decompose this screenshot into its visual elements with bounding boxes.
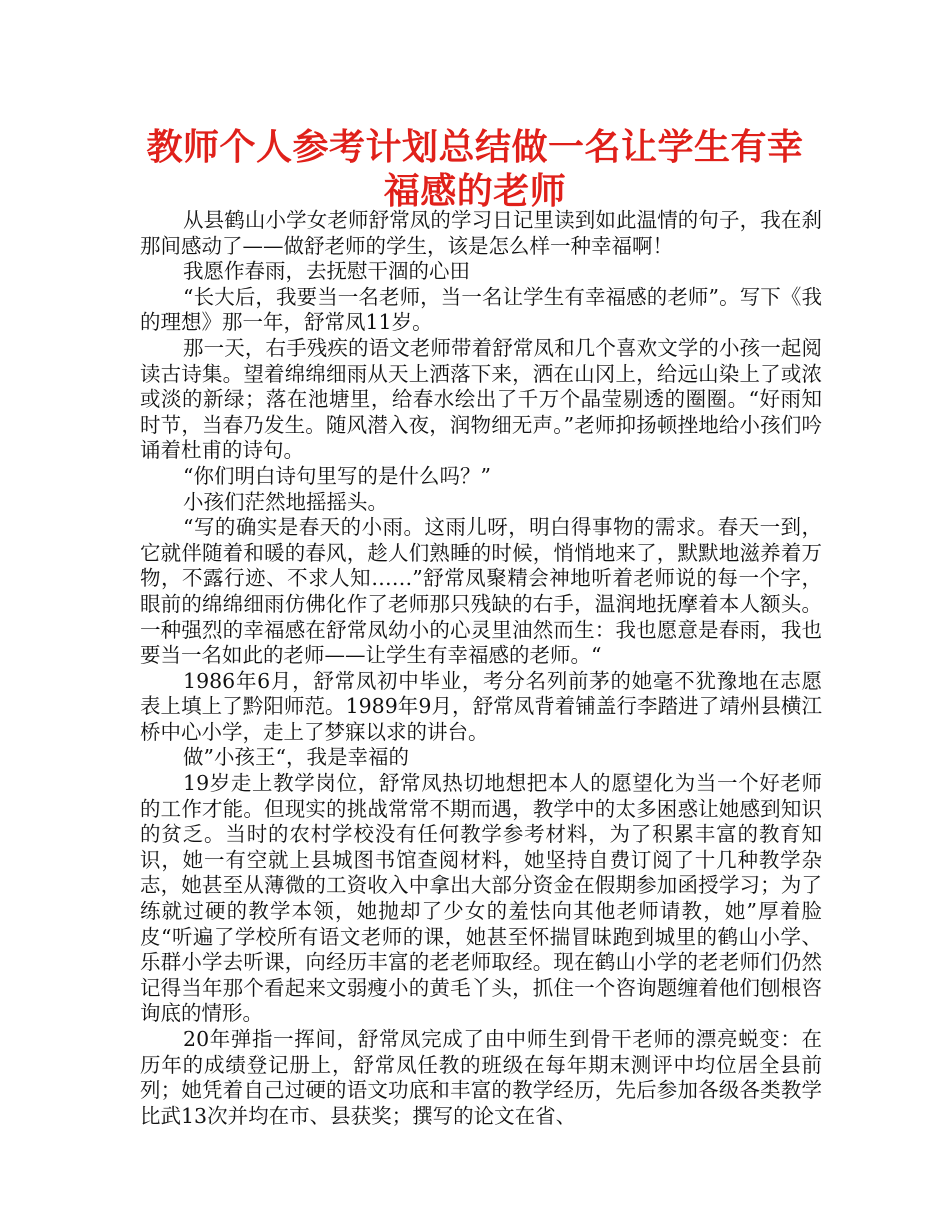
document-body xyxy=(140,208,822,1129)
paragraph: 1986年6月，舒常凤初中毕业，考分名列前茅的她毫不犹豫地在志愿表上填上了黔阳师范。1989年9月，舒常凤背着铺盖行李踏进了靖州县横江桥中心小学，走上了梦寐以求的讲台。 xyxy=(140,668,822,744)
paragraph: “写的确实是春天的小雨。这雨儿呀，明白得事物的需求。春天一到，它就伴随着和暖的春风，趁人们熟睡的时候，悄悄地来了，默默地滋养着万物，不露行迹、不求人知……”舒常凤聚精会神地听着老师说的每一个字，眼前的绵绵细雨仿佛化作了老师那只残缺的右手，温润地抚摩着本人额头。一种强烈的幸福感在舒常凤幼小的心灵里油然而生：我也愿意是春雨，我也要当一名如此的老师——让学生有幸福感的老师。“ xyxy=(140,515,822,668)
paragraph: 那一天，右手残疾的语文老师带着舒常凤和几个喜欢文学的小孩一起阅读古诗集。望着绵绵细雨从天上洒落下来，洒在山冈上，给远山染上了或浓或淡的新绿；落在池塘里，给春水绘出了千万个晶莹剔透的圈圈。“好雨知时节，当春乃发生。随风潜入夜，润物细无声。”老师抑扬顿挫地给小孩们吟诵着杜甫的诗句。 xyxy=(140,335,822,463)
paragraph: “你们明白诗句里写的是什么吗？” xyxy=(183,463,492,488)
paragraph: 从县鹤山小学女老师舒常凤的学习日记里读到如此温情的句子，我在刹那间感动了——做舒老师的学生，该是怎么样一种幸福啊！ xyxy=(140,208,822,258)
paragraph: “长大后，我要当一名老师，当一名让学生有幸福感的老师”。写下《我的理想》那一年，舒常凤11岁。 xyxy=(140,284,822,335)
paragraph: 20年弹指一挥间，舒常凤完成了由中师生到骨干老师的漂亮蜕变：在历年的成绩登记册上，舒常凤任教的班级在每年期末测评中均位居全县前列；她凭着自己过硬的语文功底和丰富的教学经历，先后参加各级各类教学比武13次并均在市、县获奖；撰写的论文在省、 xyxy=(140,1027,822,1128)
paragraph: 小孩们茫然地摇摇头。 xyxy=(183,489,389,514)
paragraph: 19岁走上教学岗位，舒常凤热切地想把本人的愿望化为当一个好老师的工作才能。但现实的挑战常常不期而遇，教学中的太多困惑让她感到知识的贫乏。当时的农村学校没有任何教学参考材料，为了积累丰富的教育知识，她一有空就上县城图书馆查阅材料，她坚持自费订阅了十几种教学杂志，她甚至从薄微的工资收入中拿出大部分资金在假期参加函授学习；为了练就过硬的教学本领，她抛却了少女的羞怯向其他老师请教，她”厚着脸皮“听遍了学校所有语文老师的课，她甚至怀揣冒昧跑到城里的鹤山小学、乐群小学去听课，向经历丰富的老老师取经。现在鹤山小学的老老师们仍然记得当年那个看起来文弱瘦小的黄毛丫头，抓住一个咨询题缠着他们刨根咨询底的情形。 xyxy=(140,771,822,1026)
section-heading: 做”小孩王“，我是幸福的 xyxy=(183,745,410,770)
section-heading: 我愿作春雨，去抚慰干涸的心田 xyxy=(183,259,471,284)
document-title: 教师个人参考计划总结做一名让学生有幸福感的老师 xyxy=(146,127,804,212)
